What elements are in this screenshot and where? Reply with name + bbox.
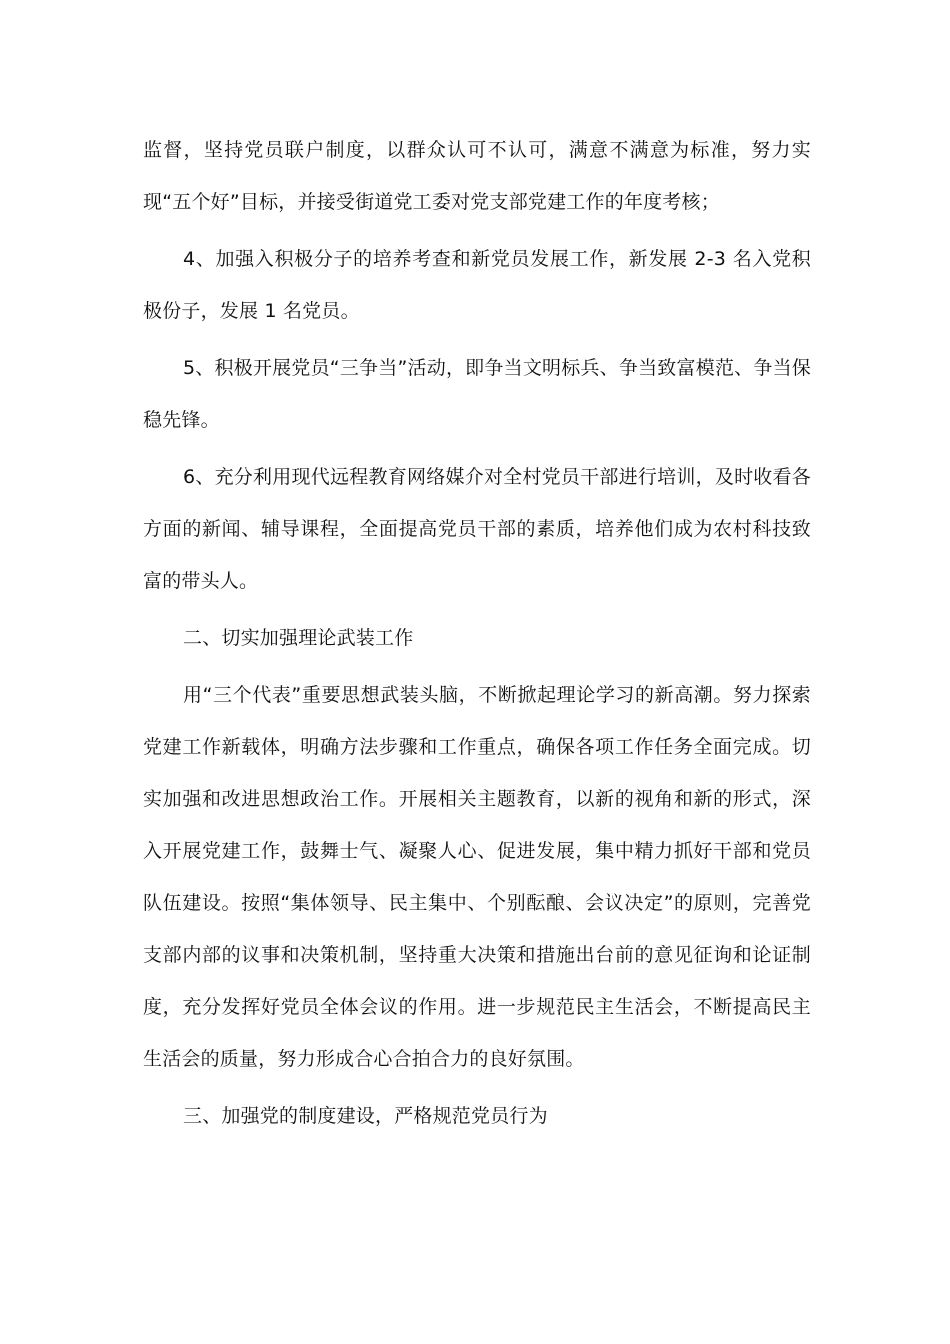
document-body	[143, 124, 811, 1147]
paragraph-item-4: 4、加强入积极分子的培养考查和新党员发展工作，新发展 2-3 名入党积极份子，发展 1 名党员。	[143, 248, 811, 322]
section-heading-2: 二、切实加强理论武装工作	[183, 627, 414, 649]
paragraph-theory: 用“三个代表”重要思想武装头脑，不断掀起理论学习的新高潮。努力探索党建工作新载体，明确方法步骤和工作重点，确保各项工作任务全面完成。切实加强和改进思想政治工作。开展相关主题教育，以新的视角和新的形式，深入开展党建工作，鼓舞士气、凝聚人心、促进发展，集中精力抓好干部和党员队伍建设。按照“集体领导、民主集中、个别酝酿、会议决定”的原则，完善党支部内部的议事和决策机制，坚持重大决策和措施出台前的意见征询和论证制度，充分发挥好党员全体会议的作用。进一步规范民主生活会，不断提高民主生活会的质量，努力形成合心合拍合力的良好氛围。	[143, 684, 811, 1070]
section-heading-3: 三、加强党的制度建设，严格规范党员行为	[183, 1105, 548, 1127]
paragraph-item-6: 6、充分利用现代远程教育网络媒介对全村党员干部进行培训，及时收看各方面的新闻、辅导课程，全面提高党员干部的素质，培养他们成为农村科技致富的带头人。	[143, 466, 811, 592]
paragraph-item-5: 5、积极开展党员“三争当”活动，即争当文明标兵、争当致富模范、争当保稳先锋。	[143, 357, 811, 431]
paragraph-continuation: 监督，坚持党员联户制度，以群众认可不认可，满意不满意为标准，努力实现“五个好”目标，并接受街道党工委对党支部党建工作的年度考核；	[143, 139, 811, 213]
